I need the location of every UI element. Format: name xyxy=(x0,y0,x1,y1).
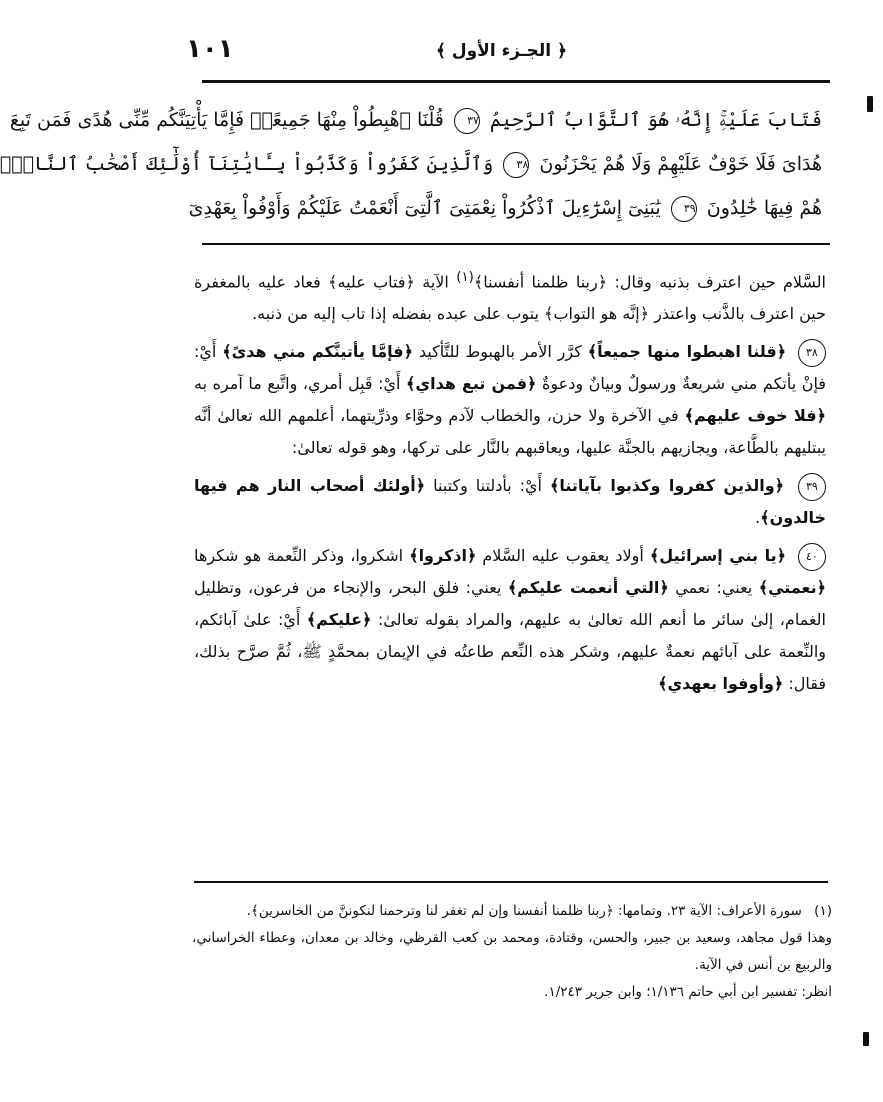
commentary-text: أَيْ: فإنْ يأتكم مني شريعةٌ ورسولٌ وبيانٌ ودعوةٌ xyxy=(194,342,827,394)
commentary-text: في الآخرة ولا حزن، والخطاب لآدم وحوَّاء وذرِّيتهما، أعلمهم الله تعالىٰ أنَّه يبتليهم بالطَّاعة، ويجازيهم بالجنَّة عليها، ويعاقبهم بالنَّار على تركها، وهو قوله تعالىٰ: xyxy=(194,406,826,458)
quran-quote: ﴿فلا خوف عليهم﴾ xyxy=(684,406,826,426)
footnote-text: سورة الأعراف: الآية ٢٣. وتمامها: ﴿ربنا ظلمنا أنفسنا وإن لم تغفر لنا وترحمنا لنكوننَّ من الخاسرين﴾. xyxy=(246,903,802,919)
commentary-body xyxy=(194,262,826,706)
quran-quote: ﴿نعمتي﴾ xyxy=(758,578,826,598)
commentary-text: اشكروا، وذكر النِّعمة هو شكرها xyxy=(194,546,404,566)
ayah-marker-39: ٣٩ xyxy=(671,196,697,222)
quran-verse-text: فَتَابَ عَلَيْهِۚ إِنَّهُۥ هُوَ ٱلتَّوَّابُ ٱلرَّحِيمُ xyxy=(489,109,822,131)
commentary-verse-40 xyxy=(194,540,826,700)
header-rule xyxy=(202,80,830,83)
quran-verse-text: هُمْ فِيهَا خَٰلِدُونَ xyxy=(706,197,822,219)
commentary-text: . xyxy=(755,508,761,528)
footnote-divider xyxy=(194,881,828,883)
quran-line-2 xyxy=(0,142,822,186)
commentary-text: أولاد يعقوب عليه السَّلام xyxy=(482,546,644,566)
commentary-text: يعني: نعمي xyxy=(675,578,753,598)
quran-line-1 xyxy=(9,98,822,142)
quran-quote: ﴿قلنا اهبطوا منها جميعاً﴾ xyxy=(587,342,787,362)
footnote-ref[interactable]: (١) xyxy=(456,270,474,285)
quran-verse-text: هُدَاىَ فَلَا خَوْفٌ عَلَيْهِمْ وَلَا هُمْ يَحْزَنُونَ xyxy=(539,153,822,175)
quran-quote: ﴿التي أنعمت عليكم﴾ xyxy=(507,578,669,598)
commentary-text: أَيْ: قَبِل أمري، واتَّبع ما آمره به xyxy=(194,374,401,394)
verse-number-39: ٣٩ xyxy=(792,467,832,507)
commentary-text: يعني: فلق البحر، والإنجاء من فرعون، وتظليل الغمام، إلىٰ سائر ما أنعم الله تعالىٰ به عليهم، والمراد بقوله تعالىٰ: xyxy=(194,578,827,630)
quran-quote: ﴿عليكم﴾ xyxy=(306,610,372,630)
footnotes xyxy=(192,898,832,1006)
commentary-text: أَيْ: علىٰ آبائكم، والنِّعمة على آبائهم نعمةٌ عليهم، وشكر هذه النِّعم طاعتُه في الإيمان بمحمَّدٍ ﷺ، ثُمَّ صرَّح بذلك، فقال: xyxy=(194,610,826,694)
commentary-text: كرَّر الأمر بالهبوط للتَّأكيد xyxy=(418,342,582,362)
commentary-text: أَيْ: بأدلتنا وكتبنا xyxy=(433,476,542,496)
quran-quote: ﴿وأوفوا بعهدي﴾ xyxy=(658,674,784,694)
quran-quote: ﴿اذكروا﴾ xyxy=(409,546,477,566)
margin-mark xyxy=(863,1032,869,1046)
quran-verse-text: وَٱلَّذِينَ كَفَرُواْ وَكَذَّبُواْ بِـَٔايَٰتِنَآ أُوْلَٰٓئِكَ أَصْحَٰبُ ٱلنَّارِۖ xyxy=(0,153,494,175)
commentary-verse-39 xyxy=(194,470,826,534)
commentary-paragraph-1 xyxy=(194,262,826,330)
quran-quote: ﴿والذين كفروا وكذبوا بآياتنا﴾ xyxy=(549,476,785,496)
quran-verse-text: قُلْنَا ٱهْبِطُواْ مِنْهَا جَمِيعًاۖ فَإِمَّا يَأْتِيَنَّكُم مِّنِّى هُدًى فَمَن تَبِعَ xyxy=(9,109,444,131)
quran-verse-text: يَٰبَنِىٓ إِسْرَٰٓءِيلَ ٱذْكُرُواْ نِعْمَتِىَ ٱلَّتِىٓ أَنْعَمْتُ عَلَيْكُمْ وَأَوْفُواْ بِعَهْدِىٓ xyxy=(188,197,661,219)
page-number: ١٠١ xyxy=(186,34,234,64)
running-title: ﴿ الجـزء الأول ﴾ xyxy=(435,41,568,61)
quran-block xyxy=(0,98,822,230)
commentary-text: السَّلام حين اعترف بذنبه وقال: ﴿ربنا ظلمنا أنفسنا﴾ xyxy=(473,272,827,292)
quran-quote: ﴿فإمَّا يأتينَّكم مني هدىً﴾ xyxy=(222,342,414,362)
margin-mark xyxy=(867,96,873,112)
verse-number-38: ٣٨ xyxy=(792,333,832,373)
quran-divider xyxy=(202,243,830,245)
commentary-text: الآية ﴿فتاب عليه﴾ فعاد عليه بالمغفرة حين اعترف بالذَّنب واعتذر ﴿إنَّه هو التواب﴾ يتوب على عبده بفضله إذا تاب إليه من ذنبه. xyxy=(194,272,826,324)
verse-number-40: ٤٠ xyxy=(792,537,832,577)
footnote-1-line-2: وهذا قول مجاهد، وسعيد بن جبير، والحسن، وقتادة، ومحمد بن كعب القرظي، وخالد بن معدان، وعطاء الخراساني، والربيع بن أنس في الآية. xyxy=(192,930,832,973)
ayah-marker-38: ٣٨ xyxy=(503,152,529,178)
footnote-1 xyxy=(192,898,832,925)
quran-quote: ﴿أولئك أصحاب النار هم فيها خالدون﴾ xyxy=(194,476,826,528)
footnote-number: (١) xyxy=(814,903,832,919)
quran-quote: ﴿فمن تبع هداي﴾ xyxy=(406,374,537,394)
ayah-marker-37: ٣٧ xyxy=(454,108,480,134)
footnote-1-line-3: انظر: تفسير ابن أبي حاتم ١/١٣٦؛ وابن جرير ١/٢٤٣. xyxy=(544,984,832,1000)
quran-line-3 xyxy=(188,186,822,230)
quran-quote: ﴿يا بني إسرائيل﴾ xyxy=(649,546,786,566)
commentary-verse-38 xyxy=(194,336,826,464)
